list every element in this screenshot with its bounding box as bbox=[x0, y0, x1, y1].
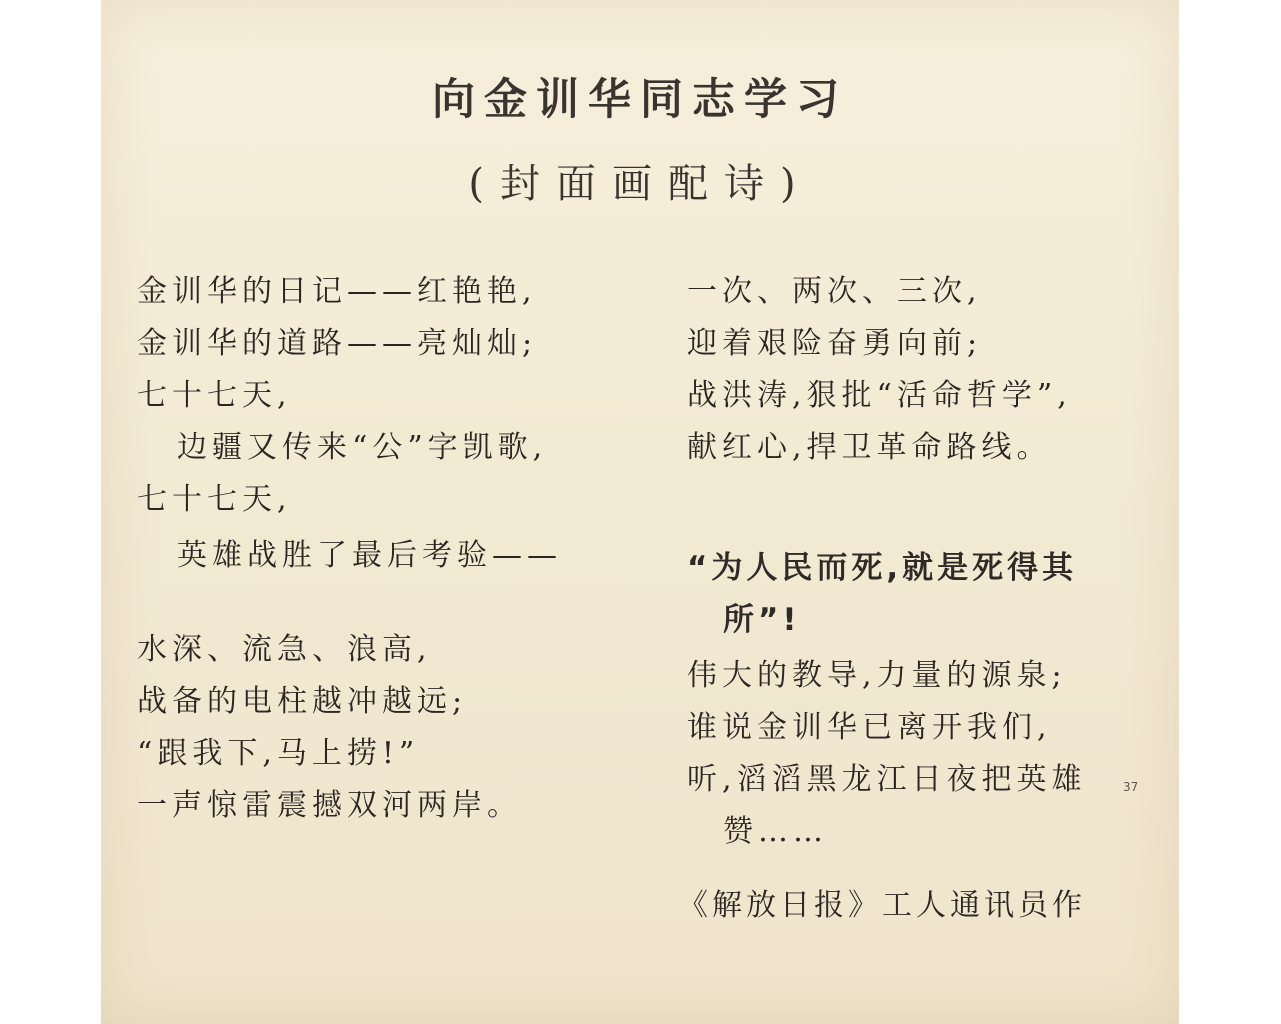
poem-line: 金训华的日记——红艳艳, bbox=[137, 274, 537, 309]
author-credit: 《解放日报》工人通讯员作 bbox=[678, 888, 1086, 923]
poem-line: 英雄战胜了最后考验—— bbox=[177, 538, 562, 573]
poem-line: 水深、流急、浪高, bbox=[137, 632, 432, 667]
document-page bbox=[101, 0, 1179, 1024]
poem-line: 听,滔滔黑龙江日夜把英雄 bbox=[687, 762, 1087, 797]
poem-line: 战备的电柱越冲越远; bbox=[137, 684, 468, 719]
poem-line: 谁说金训华已离开我们, bbox=[687, 710, 1052, 745]
poem-line: 迎着艰险奋勇向前; bbox=[687, 326, 983, 361]
page-number: 37 bbox=[1123, 780, 1139, 794]
poem-line: 伟大的教导,力量的源泉; bbox=[687, 658, 1067, 693]
poem-line: 献红心,捍卫革命路线。 bbox=[687, 430, 1052, 465]
quote-line: “为人民而死,就是死得其 bbox=[687, 550, 1078, 586]
poem-line: 一声惊雷震撼双河两岸。 bbox=[137, 788, 522, 823]
poem-right-column bbox=[687, 266, 1167, 858]
poem-line: 金训华的道路——亮灿灿; bbox=[137, 326, 538, 361]
stanza-gap bbox=[137, 582, 637, 624]
poem-line: 七十七天, bbox=[137, 378, 292, 413]
poem-line: 战洪涛,狠批“活命哲学”, bbox=[687, 378, 1072, 413]
poem-line: 一次、两次、三次, bbox=[687, 274, 982, 309]
page-title: 向金训华同志学习 bbox=[432, 75, 848, 125]
poem-line: 边疆又传来“公”字凯歌, bbox=[177, 430, 548, 465]
poem-line: 赞…… bbox=[723, 814, 828, 849]
poem-line: 七十七天, bbox=[137, 482, 292, 517]
poem-left-column bbox=[137, 266, 637, 832]
stanza-gap bbox=[687, 474, 1167, 542]
page-subtitle: (封面画配诗) bbox=[468, 161, 812, 207]
poem-line: “跟我下,马上捞!” bbox=[137, 736, 420, 771]
quote-line: 所”! bbox=[723, 602, 801, 638]
